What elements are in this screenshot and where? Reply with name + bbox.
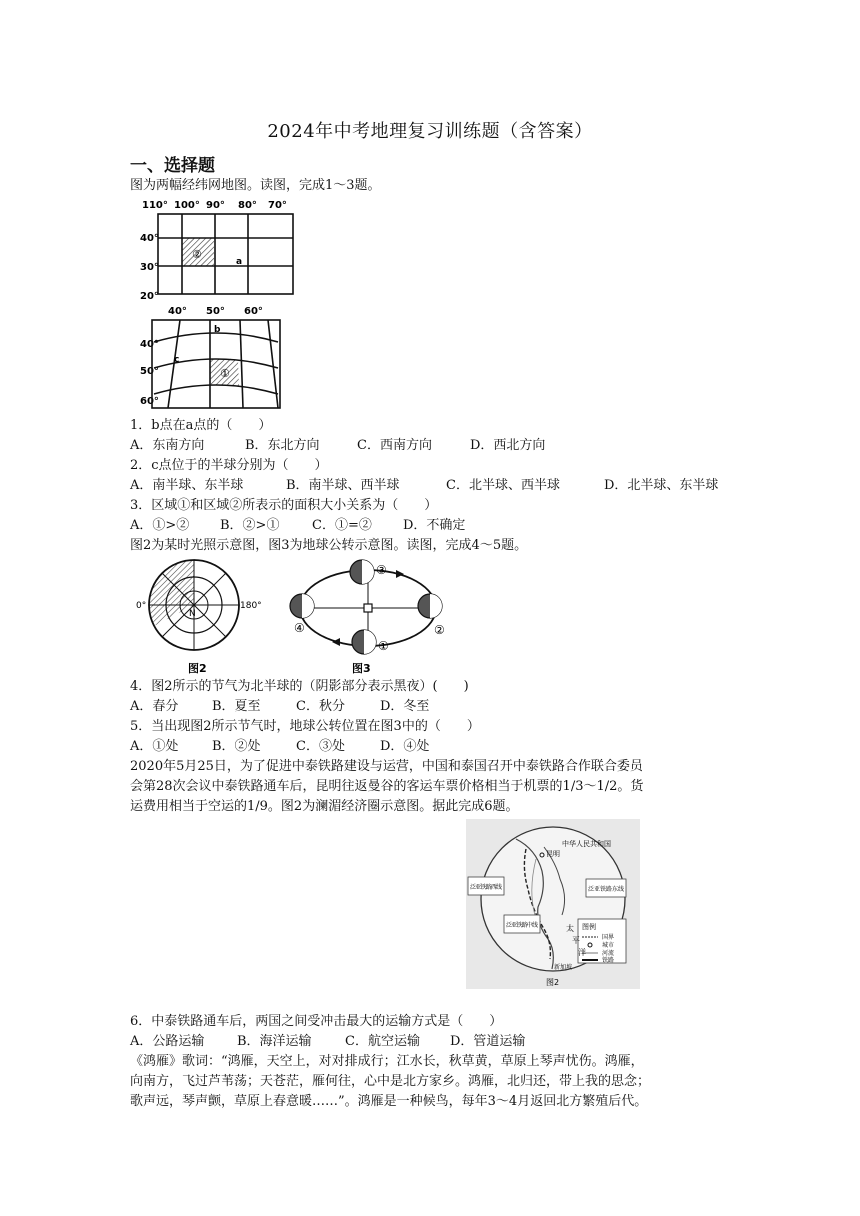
question-6: 6．中泰铁路通车后，两国之间受冲击最大的运输方式是（ ） (130, 1014, 503, 1029)
map-caption: 图2 (546, 978, 560, 987)
lon-label: 60° (244, 306, 263, 317)
q1-option-c: C．西南方向 (357, 438, 432, 453)
lat-label: 40° (140, 233, 159, 244)
graticule-map-1 (140, 196, 300, 310)
poem-text: 向南方，飞过芦苇荡；天苍茫，雁何往，心中是北方家乡。鸿雁，北归还，带上我的思念； (130, 1074, 651, 1089)
map-label: 太 (566, 924, 574, 933)
illumination-diagram (134, 556, 269, 682)
q6-option-a: A．公路运输 (130, 1034, 205, 1049)
q5-option-d: D．④处 (380, 739, 430, 754)
longitude-180-label: 180° (240, 601, 262, 611)
region-label: ① (220, 367, 230, 380)
lat-label: 50° (140, 366, 159, 377)
map-label: 泛亚铁路中线 (506, 922, 538, 929)
lat-label: 20° (140, 291, 159, 302)
intro-text: 图为两幅经纬网地图。读图，完成1～3题。 (130, 178, 381, 193)
intro-text: 2020年5月25日，为了促进中泰铁路建设与运营，中国和泰国召开中泰铁路合作联合委员 (130, 759, 643, 774)
region-label: ② (192, 248, 202, 261)
q4-option-a: A．春分 (130, 699, 179, 714)
map-label: 图例 (582, 923, 596, 931)
position-label: ③ (376, 563, 387, 577)
intro-text: 图2为某时光照示意图，图3为地球公转示意图。读图，完成4～5题。 (130, 538, 528, 553)
section-heading: 一、选择题 (130, 156, 215, 176)
q3-option-a: A．①>② (130, 518, 190, 533)
question-2: 2．c点位于的半球分别为（ ） (130, 458, 328, 473)
point-c-label: c (174, 355, 180, 365)
fig3-caption: 图3 (352, 662, 371, 675)
q5-option-c: C．③处 (296, 739, 345, 754)
q2-option-c: C．北半球、西半球 (446, 478, 560, 493)
lon-label: 70° (268, 200, 287, 211)
question-5: 5．当出现图2所示节气时，地球公转位置在图3中的（ ） (130, 719, 480, 734)
map-label: 昆明 (546, 850, 560, 858)
longitude-0-label: 0° (136, 601, 147, 611)
q6-option-c: C．航空运输 (345, 1034, 420, 1049)
lon-label: 110° (142, 200, 168, 211)
q1-option-d: D．西北方向 (470, 438, 546, 453)
q1-option-b: B．东北方向 (245, 438, 320, 453)
q2-option-d: D．北半球、东半球 (604, 478, 719, 493)
q4-option-b: B．夏至 (212, 699, 261, 714)
map-label: 新加坡 (554, 964, 573, 971)
q6-option-b: B．海洋运输 (237, 1034, 312, 1049)
lancang-mekong-map (466, 819, 640, 993)
map-label: 泛亚铁路西线 (470, 884, 502, 891)
map-label: 洋 (578, 948, 586, 957)
page-title: 2024年中考地理复习训练题（含答案） (267, 121, 593, 142)
position-label: ② (434, 623, 445, 637)
point-b-label: b (214, 325, 221, 335)
q3-option-b: B．②>① (220, 518, 280, 533)
graticule-map-2 (140, 302, 300, 416)
lon-label: 80° (238, 200, 257, 211)
q1-option-a: A．东南方向 (130, 438, 205, 453)
north-pole-label: N (189, 609, 196, 619)
intro-text: 运费用相当于空运的1/9。图2为澜湄经济圈示意图。据此完成6题。 (130, 799, 519, 814)
q4-option-d: D．冬至 (380, 699, 430, 714)
intro-text: 会第28次会议中泰铁路通车后，昆明往返曼谷的客运车票价格相当于机票的1/3～1/2。货 (130, 779, 644, 794)
lon-label: 50° (206, 306, 225, 317)
question-4: 4．图2所示的节气为北半球的（阴影部分表示黑夜）( ) (130, 679, 469, 694)
map-label: 国界 (602, 934, 615, 941)
poem-text: 《鸿雁》歌词：“鸿雁，天空上，对对排成行；江水长，秋草黄，草原上琴声忧伤。鸿雁， (130, 1054, 644, 1069)
map-label: 城市 (602, 942, 615, 949)
point-a-label: a (236, 257, 243, 267)
q3-option-c: C．①=② (312, 518, 372, 533)
lon-label: 100° (174, 200, 200, 211)
q4-option-c: C．秋分 (296, 699, 345, 714)
poem-text: 歌声远，琴声颤，草原上春意暖……”。鸿雁是一种候鸟，每年3～4月返回北方繁殖后代。 (130, 1094, 648, 1109)
question-1: 1．b点在a点的（ ） (130, 418, 272, 433)
map-label: 河流 (602, 950, 615, 957)
question-3: 3．区域①和区域②所表示的面积大小关系为（ ） (130, 498, 438, 513)
q2-option-b: B．南半球、西半球 (286, 478, 400, 493)
position-label: ④ (294, 621, 305, 635)
q6-option-d: D．管道运输 (450, 1034, 526, 1049)
q5-option-b: B．②处 (212, 739, 261, 754)
map-label: 中华人民共和国 (562, 840, 611, 848)
lat-label: 60° (140, 396, 159, 407)
q2-option-a: A．南半球、东半球 (130, 478, 244, 493)
lat-label: 30° (140, 262, 159, 273)
lon-label: 40° (168, 306, 187, 317)
position-label: ① (378, 639, 389, 653)
fig2-caption: 图2 (188, 662, 207, 675)
lat-label: 40° (140, 339, 159, 350)
lon-label: 90° (206, 200, 225, 211)
map-label: 泛亚铁路东线 (588, 886, 624, 893)
map-label: 铁路 (602, 957, 615, 964)
q3-option-d: D．不确定 (403, 518, 466, 533)
q5-option-a: A．①处 (130, 739, 179, 754)
map-label: 平 (572, 936, 580, 945)
revolution-diagram (286, 556, 456, 682)
